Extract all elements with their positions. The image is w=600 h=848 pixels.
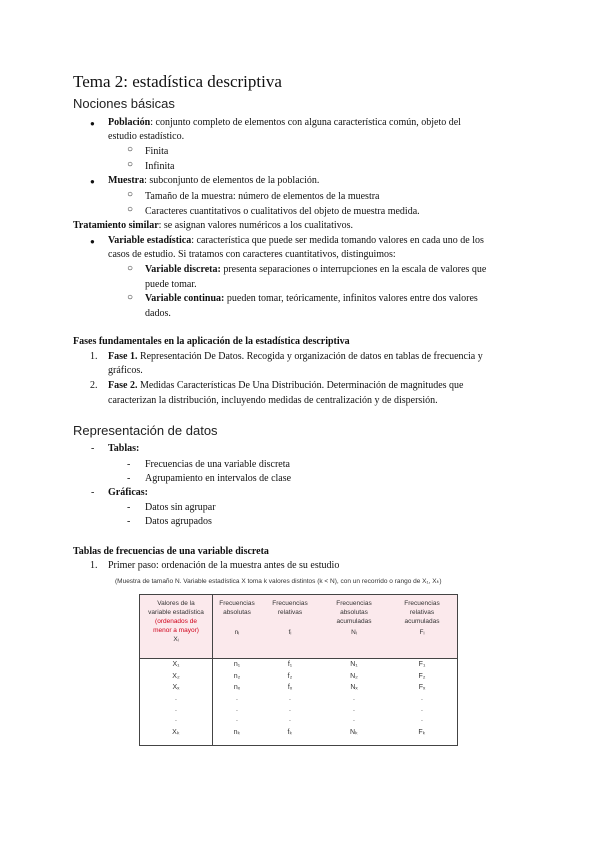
bullet-icon: ● — [90, 119, 95, 128]
header-col-abs — [213, 599, 261, 637]
fase-2-line-2: caracterizan la distribución, incluyendo medidas de centralización y de dispersión. — [108, 395, 438, 406]
list-item-caracteres: Caracteres cuantitativos o cualitativos del objeto de muestra medida. — [145, 206, 420, 217]
header-text: absolutas — [340, 609, 368, 616]
table-cell: N₁ — [350, 661, 358, 668]
table-cell: . — [236, 716, 238, 723]
table-cell: . — [236, 706, 238, 713]
fases-heading: Fases fundamentales en la aplicación de la estadística descriptiva — [73, 336, 350, 347]
fase-1-line-1 — [108, 350, 483, 363]
dash-bullet-icon: - — [127, 459, 131, 470]
tablas-label: Tablas: — [108, 443, 140, 454]
section-heading-nociones: Nociones básicas — [73, 96, 175, 111]
header-symbol: nᵢ — [234, 629, 240, 636]
muestra-line — [108, 174, 319, 187]
header-symbol: Nᵢ — [351, 629, 357, 636]
table-cell: nₖ — [233, 729, 241, 736]
table-cell: . — [421, 706, 423, 713]
muestra-def: : subconjunto de elementos de la población. — [144, 175, 320, 186]
section-heading-representacion: Representación de datos — [73, 423, 218, 438]
paso-1-number: 1. — [90, 560, 98, 571]
dash-bullet-icon: - — [127, 473, 131, 484]
fase-1-term: Fase 1. — [108, 351, 138, 362]
bullet-icon: ● — [90, 177, 95, 186]
table-cell: . — [289, 695, 291, 702]
table-cell: fₓ — [287, 684, 293, 691]
paso-1-text: Primer paso: ordenación de la muestra antes de su estudio — [108, 560, 340, 571]
table-cell: . — [353, 706, 355, 713]
header-text: Frecuencias — [404, 600, 440, 607]
continua-term: Variable continua: — [145, 293, 225, 304]
list-item-finita: Finita — [145, 146, 169, 157]
list-item-agrupados: Datos agrupados — [145, 516, 212, 527]
table-cell: Fₖ — [418, 729, 426, 736]
table-cell: X₁ — [172, 661, 180, 668]
table-cell: F₁ — [418, 661, 426, 668]
poblacion-line-1 — [108, 116, 461, 129]
table-cell: Xₓ — [172, 684, 180, 691]
tratamiento-line — [73, 219, 353, 232]
variable-def: : característica que puede ser medida tomando valores en cada uno de los — [191, 235, 484, 246]
header-symbol: Fᵢ — [419, 629, 425, 636]
list-item-tamano: Tamaño de la muestra: número de elementos de la muestra — [145, 191, 380, 202]
tablas-frecuencias-heading: Tablas de frecuencias de una variable discreta — [73, 546, 269, 557]
header-col-rel-acum — [388, 599, 456, 637]
table-cell: . — [289, 716, 291, 723]
fase-2-def: Medidas Características De Una Distribución. Determinación de magnitudes que — [137, 380, 464, 391]
header-red-text: (ordenados de — [155, 618, 197, 625]
list-item-agrupamiento: Agrupamiento en intervalos de clase — [145, 473, 292, 484]
discreta-line-2: puede tomar. — [145, 279, 197, 290]
table-cell: F₂ — [418, 673, 426, 680]
table-cell: n₂ — [233, 673, 241, 680]
table-cell: . — [353, 695, 355, 702]
table-cell: f₁ — [287, 661, 293, 668]
header-red-text: menor a mayor) — [153, 627, 199, 634]
header-symbol: Xᵢ — [173, 636, 179, 643]
list-item-sin-agrupar: Datos sin agrupar — [145, 502, 216, 513]
discreta-def: presenta separaciones o interrupciones en la escala de valores que — [220, 264, 487, 275]
table-cell: . — [421, 695, 423, 702]
variable-line-1 — [108, 234, 484, 247]
table-cell: . — [236, 695, 238, 702]
poblacion-term: Población — [108, 117, 151, 128]
table-cell: . — [175, 716, 177, 723]
header-symbol: fᵢ — [288, 629, 292, 636]
table-cell: . — [175, 695, 177, 702]
dash-bullet-icon: - — [91, 487, 95, 498]
fase-2-line-1 — [108, 379, 463, 392]
table-cell: Nₖ — [349, 729, 359, 736]
header-col-rel — [261, 599, 319, 637]
table-cell: Fₓ — [418, 684, 426, 691]
continua-line-1 — [145, 292, 478, 305]
list-item-frecuencias: Frecuencias de una variable discreta — [145, 459, 290, 470]
dash-bullet-icon: - — [127, 502, 131, 513]
list-item-infinita: Infinita — [145, 161, 175, 172]
fase-2-number: 2. — [90, 380, 98, 391]
bullet-icon: ● — [90, 237, 95, 246]
header-text: Frecuencias — [272, 600, 308, 607]
header-text: Frecuencias — [219, 600, 255, 607]
continua-line-2: dados. — [145, 308, 171, 319]
table-cell: N₂ — [350, 673, 358, 680]
table-cell: . — [353, 716, 355, 723]
circle-bullet-icon: ○ — [127, 144, 134, 155]
muestra-term: Muestra — [108, 175, 145, 186]
discreta-term: Variable discreta: — [145, 264, 221, 275]
table-cell: Nₓ — [350, 684, 358, 691]
circle-bullet-icon: ○ — [127, 292, 134, 303]
dash-bullet-icon: - — [91, 443, 95, 454]
header-text: absolutas — [223, 609, 251, 616]
table-note: (Muestra de tamaño N. Variable estadística X toma k valores distintos (k < N), con un recorrido o rango de X₁, Xₖ) — [115, 578, 442, 585]
header-col-abs-acum — [320, 599, 388, 637]
tratamiento-def: : se asignan valores numéricos a los cualitativos. — [158, 220, 354, 231]
table-cell: fₖ — [287, 729, 293, 736]
table-cell: . — [421, 716, 423, 723]
discreta-line-1 — [145, 263, 486, 276]
header-text: relativas — [277, 609, 303, 616]
fase-1-def: Representación De Datos. Recogida y organización de datos en tablas de frecuencia y — [137, 351, 483, 362]
header-text: acumuladas — [336, 618, 372, 625]
fase-2-term: Fase 2. — [108, 380, 138, 391]
page-title: Tema 2: estadística descriptiva — [73, 72, 282, 91]
header-text: relativas — [409, 609, 435, 616]
table-cell: X₂ — [172, 673, 180, 680]
circle-bullet-icon: ○ — [127, 159, 134, 170]
fase-1-number: 1. — [90, 351, 98, 362]
variable-term: Variable estadística — [108, 235, 192, 246]
circle-bullet-icon: ○ — [127, 263, 134, 274]
tratamiento-term: Tratamiento similar — [73, 220, 159, 231]
frequency-table — [139, 594, 458, 746]
table-cell: . — [289, 706, 291, 713]
header-text: acumuladas — [404, 618, 440, 625]
poblacion-line-2: estudio estadístico. — [108, 131, 185, 142]
table-cell: . — [175, 706, 177, 713]
table-cell: n₁ — [233, 661, 241, 668]
header-text: Frecuencias — [336, 600, 372, 607]
table-cell: Xₖ — [172, 729, 180, 736]
header-text: variable estadística — [148, 609, 204, 616]
continua-def: pueden tomar, teóricamente, infinitos valores entre dos valores — [224, 293, 478, 304]
header-text: Valores de la — [157, 600, 195, 607]
circle-bullet-icon: ○ — [127, 189, 134, 200]
table-cell: f₂ — [287, 673, 293, 680]
header-col-valores — [140, 599, 212, 644]
fase-1-line-2: gráficos. — [108, 365, 143, 376]
table-cell: nₓ — [233, 684, 241, 691]
graficas-label: Gráficas: — [108, 487, 148, 498]
circle-bullet-icon: ○ — [127, 204, 134, 215]
dash-bullet-icon: - — [127, 516, 131, 527]
poblacion-def: : conjunto completo de elementos con alguna característica común, objeto del — [150, 117, 461, 128]
variable-line-2: casos de estudio. Si tratamos con caracteres cuantitativos, distinguimos: — [108, 249, 396, 260]
